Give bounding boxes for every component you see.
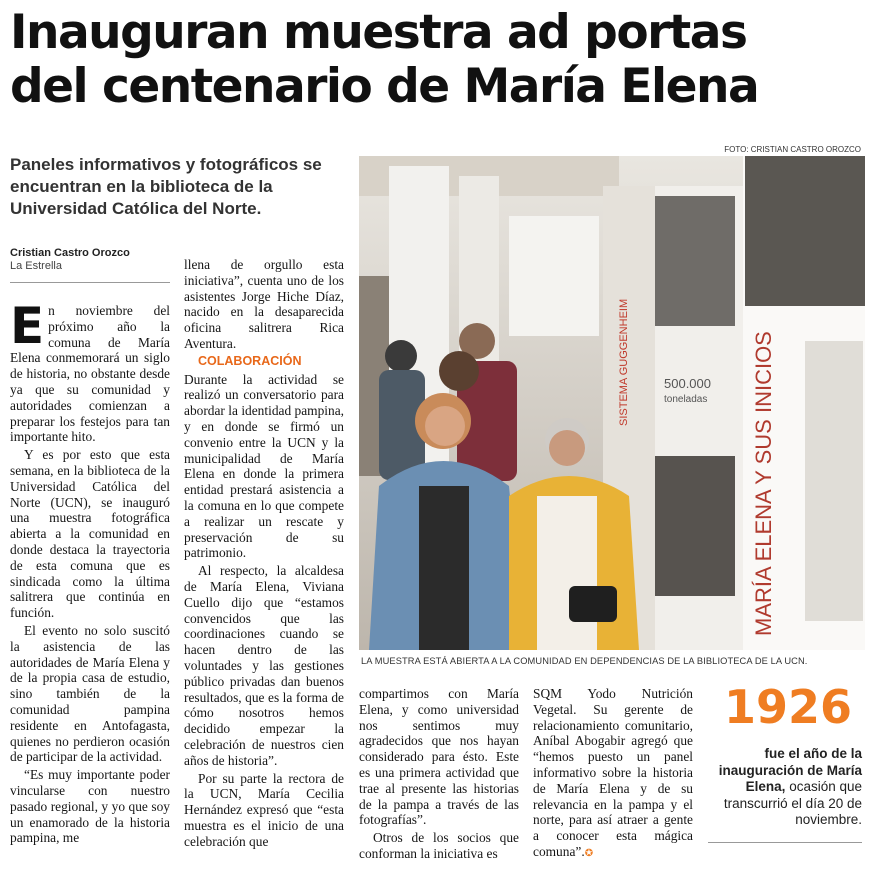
paragraph-5: Durante la actividad se realizó un conversatorio para abordar la identidad pampina, y en donde se firmó un convenio entre la UCN y la municipalidad de María Elena en donde la primera entidad prestará asistencia a la comuna en lo que compete a realizar un rescate y preservación de su patrimonio. [184,371,344,561]
headline-line-2: del centenario de María Elena [10,59,759,114]
fact-rule [708,842,862,843]
fact-number: 1926 [723,680,853,734]
paragraph-4: “Es muy importante poder vincularse con nuestro pasado regional, y yo que soy un enamorado de la historia pampina, me [10,767,170,846]
photo-credit: FOTO: CRISTIAN CASTRO OROZCO [724,145,861,154]
photo-illustration [359,156,865,650]
paragraph-7-cont: compartimos con María Elena, y como universidad nos sentimos muy agradecidos que nos hayan considerado para ésto. Este es una primera actividad que trae al presente las historias de la pampa a través de las fotografías”. [359,686,519,828]
article-column-1 [10,303,170,863]
paragraph-4-cont: llena de orgullo esta iniciativa”, cuenta uno de los asistentes Jorge Hiche Díaz, nacido en la desaparecida oficina salitrera Rica Aventura. [184,257,344,351]
outlet-name: La Estrella [10,260,62,272]
article-column-4 [533,686,693,863]
paragraph-8: Otros de los socios que conforman la iniciativa es [359,830,519,861]
fact-bold-text: fue el año de la inauguración de María Elena, [718,746,862,794]
deck: Paneles informativos y fotográficos se encuentran en la biblioteca de la Universidad Católica del Norte. [10,155,322,218]
paragraph-8-cont: SQM Yodo Nutrición Vegetal. Su gerente de relacionamiento comunitario, Aníbal Abogabir agregó que “hemos puesto un panel informativo sobre la historia de María Elena y de su relevancia en la pampa y el norte, para así atraer a gente a conocer esta mágica comuna”.✪ [533,686,693,859]
subhead-colaboracion: COLABORACIÓN [198,353,302,368]
paragraph-3: El evento no solo suscitó la asistencia de las autoridades de María Elena y de la propia casa de estudio, sino también de la comunidad pampina residente en Antofagasta, quienes no perdieron ocasión de participar de la actividad. [10,622,170,765]
panel-left-unit: toneladas [664,394,708,405]
paragraph-2: Y es por esto que esta semana, en la biblioteca de la Universidad Católica del Norte (UCN), se inauguró una muestra fotográfica abierta a la comunidad en donde destaca la trayectoria de esta comuna que es sindicada como la última salitrera que continúa en función. [10,447,170,621]
paragraph-6: Al respecto, la alcaldesa de María Elena, Viviana Cuello dijo que “estamos convencidos que las coordinaciones cuando se hacen dentro de las voluntades y las gestiones público privadas dan buenos resultados, que es la forma de cómo nosotros hemos decidido empezar la celebración de nuestros cien años de historia”. [184,563,344,768]
article-photo [359,156,865,650]
byline-rule [10,282,170,283]
paragraph-1: En noviembre del próximo año la comuna de María Elena conmemorará un siglo de historia, no obstante desde ya que su comunidad y autoridades comienzan a preparar los festejos para tan importante hito. [10,303,170,445]
fact-plain-text: ocasión que transcurrió el día 20 de noviembre. [723,779,862,827]
panel-left-number: 500.000 [664,376,711,391]
photo-caption: LA MUESTRA ESTÁ ABIERTA A LA COMUNIDAD EN DEPENDENCIAS DE LA BIBLIOTECA DE LA UCN. [361,656,808,666]
article-column-3 [359,686,519,863]
panel-left-label: SISTEMA GUGGENHEIM [618,298,630,426]
panel-right-label: MARÍA ELENA Y SUS INICIOS [751,331,776,636]
fact-text [706,746,862,829]
headline-line-1: Inauguran muestra ad portas [10,5,747,60]
headline [10,6,860,114]
byline [10,247,170,273]
end-mark-icon: ✪ [584,847,594,859]
paragraph-7: Por su parte la rectora de la UCN, María Cecilia Hernández expresó que “esta muestra es el inicio de una celebración que [184,770,344,849]
article-column-2 [184,257,344,863]
drop-cap: E [10,303,45,355]
author-name: Cristian Castro Orozco [10,247,130,259]
